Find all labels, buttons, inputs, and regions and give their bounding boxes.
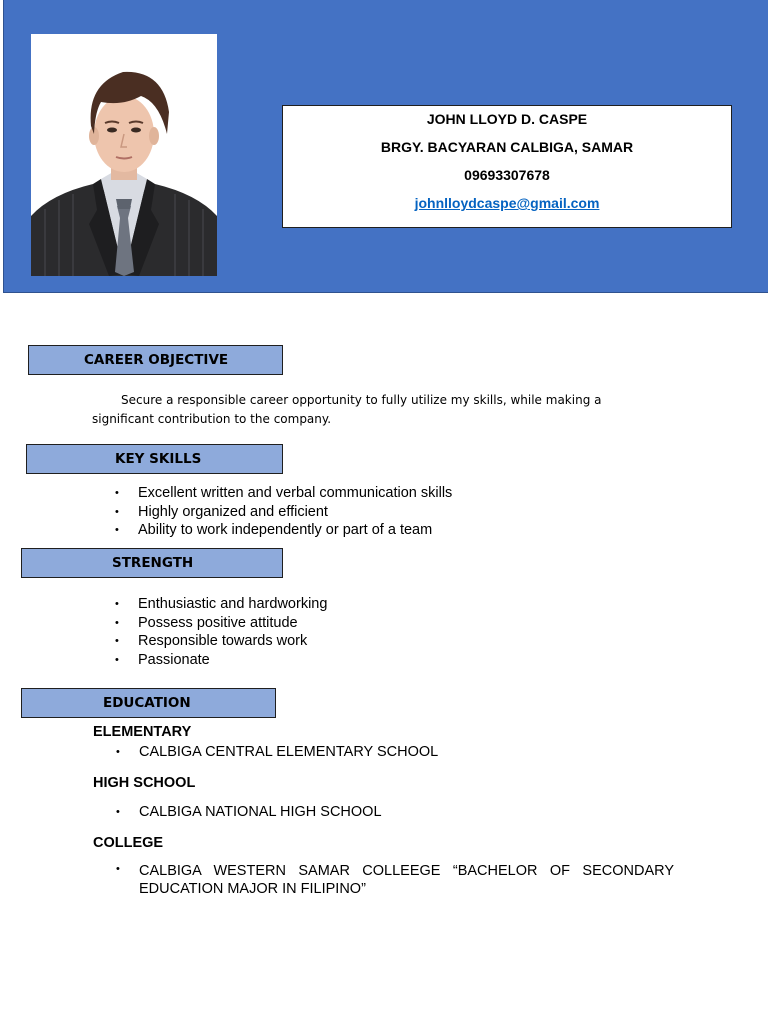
list-item: • Possess positive attitude [115,614,298,631]
applicant-name: JOHN LLOYD D. CASPE [426,111,588,127]
contact-info-box [282,105,732,228]
list-item: • Passionate [115,652,210,669]
bullet-icon: • [115,505,119,518]
section-heading-career-objective: CAREER OBJECTIVE [28,345,283,375]
high-school-list [92,803,382,822]
list-item: • Responsible towards work [115,633,308,650]
college-school: CALBIGA WESTERN SAMAR COLLEEGE “BACHELOR OF SECONDARY EDUCATION MAJOR IN FILIPINO” [139,863,674,897]
bullet-icon: • [115,524,119,537]
list-item: • Excellent written and verbal communication skills [115,485,453,501]
bullet-icon: • [115,654,119,667]
list-item: • Enthusiastic and hardworking [115,596,328,612]
bullet-icon: • [116,746,120,758]
elementary-list [92,743,438,762]
bullet-icon: • [115,598,119,610]
elementary-label: ELEMENTARY [93,724,192,740]
list-item: • Ability to work independently or part of a team [115,522,433,539]
section-heading-strength: STRENGTH [21,548,283,578]
list-item: • CALBIGA NATIONAL HIGH SCHOOL [116,804,382,820]
strength-list [91,595,327,670]
college-label: COLLEGE [93,835,164,851]
list-item: • CALBIGA CENTRAL ELEMENTARY SCHOOL [116,744,439,760]
bullet-icon: • [116,806,120,818]
applicant-phone: 09693307678 [464,167,550,183]
bullet-icon: • [115,616,119,629]
email-link[interactable]: johnlloydcaspe@gmail.com [414,195,600,211]
career-objective-text: Secure a responsible career opportunity to fully utilize my skills, while making a significant contribution to the company. [92,393,602,426]
section-heading-key-skills: KEY SKILLS [26,444,283,474]
profile-photo [31,34,217,276]
key-skills-list [91,484,452,540]
bullet-icon: • [115,487,119,499]
bullet-icon: • [116,863,120,875]
bullet-icon: • [115,635,119,648]
applicant-address: BRGY. BACYARAN CALBIGA, SAMAR [380,139,634,155]
section-heading-education: EDUCATION [21,688,276,718]
high-school-label: HIGH SCHOOL [93,775,196,791]
list-item: • Highly organized and efficient [115,503,328,520]
